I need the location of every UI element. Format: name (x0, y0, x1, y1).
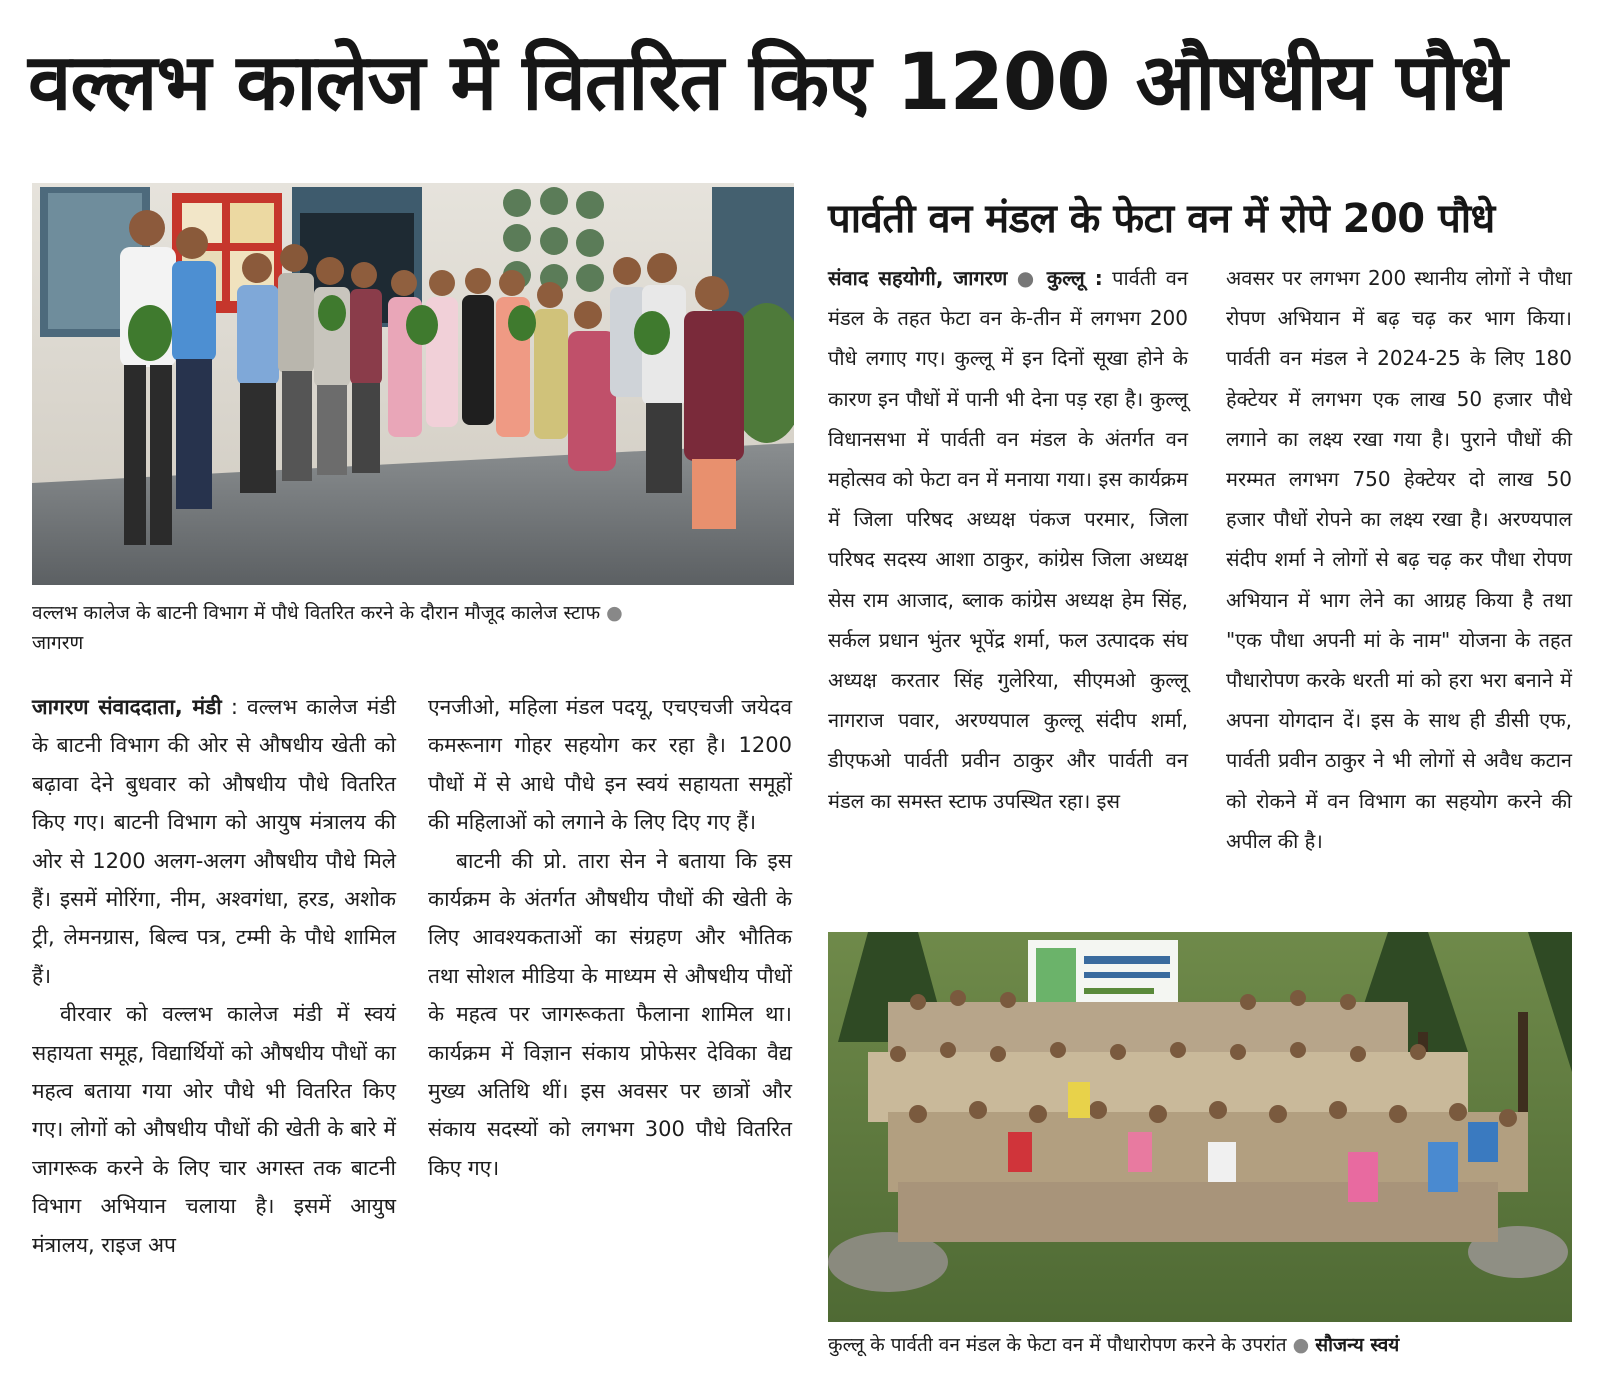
paragraph-text: पार्वती वन मंडल के तहत फेटा वन के-तीन में लगभग 200 पौधे लगाए गए। कुल्लू में इन दिनों सूखा होने के कारण इन पौधों में पानी भी देना पड़ रहा है। कुल्लू विधानसभा में पार्वती वन मंडल के अंतर्गत वन महोत्सव को फेटा वन में मनाया गया। इस कार्यक्रम में जिला परिषद अध्यक्ष पंकज परमार, जिला परिषद सदस्य आशा ठाकुर, कांग्रेस जिला अध्यक्ष सेस राम आजाद, ब्लाक कांग्रेस अध्यक्ष हेम सिंह, सर्कल प्रधान भुंतर भूपेंद्र शर्मा, फल उत्पादक संघ अध्यक्ष करतार सिंह गुलेरिया, सीएमओ कुल्लू नागराज पवार, अरण्यपाल कुल्लू संदीप शर्मा, डीएफओ पार्वती प्रवीन ठाकुर और पार्वती वन मंडल का समस्त स्टाफ उपस्थित रहा। इस (828, 266, 1189, 813)
paragraph-text: वल्लभ कालेज मंडी के बाटनी विभाग की ओर से औषधीय खेती को बढ़ावा देने बुधवार को औषधीय पौधे वितरित किए गए। बाटनी विभाग को आयुष मंत्रालय की ओर से 1200 अलग-अलग औषधीय पौधे मिले हैं। इसमें मोरिंगा, नीम, अश्वगंधा, हरड, अशोक ट्री, लेमनग्रास, बिल्व पत्र, टम्मी के पौधे शामिल हैं। (32, 695, 396, 988)
byline: जागरण संवाददाता, मंडी (32, 695, 222, 719)
left-story-column-2 (428, 688, 792, 1187)
paragraph: वीरवार को वल्लभ कालेज मंडी में स्वयं सहायता समूह, विद्यार्थियों को औषधीय पौधों का महत्व बताया गया ओर पौधे भी वितरित किए गए। लोगों को औषधीय पौधों की खेती के बारे में जागरूक करने के लिए चार अगस्त तक बाटनी विभाग अभियान चलाया है। इसमें आयुष मंत्रालय, राइज अप (32, 1002, 396, 1257)
paragraph: जागरण संवाददाता, मंडी : वल्लभ कालेज मंडी के बाटनी विभाग की ओर से औषधीय खेती को बढ़ावा देने बुधवार को औषधीय पौधे वितरित किए गए। बाटनी विभाग को आयुष मंत्रालय की ओर से 1200 अलग-अलग औषधीय पौधे मिले हैं। इसमें मोरिंगा, नीम, अश्वगंधा, हरड, अशोक ट्री, लेमनग्रास, बिल्व पत्र, टम्मी के पौधे शामिल हैं। (32, 695, 396, 988)
paragraph (828, 258, 1188, 821)
forest-plantation-photo (828, 932, 1572, 1322)
bullet-icon: ● (1292, 1334, 1310, 1356)
caption-text: कुल्लू के पार्वती वन मंडल के फेटा वन में पौधारोपण करने के उपरांत (828, 1334, 1287, 1356)
caption-credit: सौजन्य स्वयं (1315, 1334, 1400, 1356)
paragraph: अवसर पर लगभग 200 स्थानीय लोगों ने पौधा रोपण अभियान में बढ़ चढ़ कर भाग किया। पार्वती वन मंडल ने 2024-25 के लिए 180 हेक्टेयर में लगभग एक लाख 50 हजार पौधे लगाने का लक्ष्य रखा गया है। पुराने पौधों की मरम्मत लगभग 750 हेक्टेयर दो लाख 50 हजार पौधों रोपने का लक्ष्य रखा है। अरण्यपाल संदीप शर्मा ने लोगों से बढ़ चढ़ कर पौधा रोपण अभियान में भाग लेने का आग्रह किया है तथा "एक पौधा अपनी मां के नाम" योजना के तहत पौधारोपण करके धरती मां को हरा भरा बनाने में अपना योगदान दें। इस के साथ ही डीसी एफ, पार्वती प्रवीन ठाकुर ने भी लोगों से अवैध कटान को रोकने में वन विभाग का सहयोग करने की अपील की है। (1226, 266, 1572, 853)
paragraph: एनजीओ, महिला मंडल पदयू, एचएचजी जयेदव कमरूनाग गोहर सहयोग कर रहा है। 1200 पौधों में से आधे पौधे इन स्वयं सहायता समूहों की महिलाओं को लगाने के लिए दिए गए हैं। (428, 695, 792, 835)
right-story-column-1 (828, 258, 1188, 821)
college-photo-caption (32, 598, 792, 658)
paragraph: बाटनी की प्रो. तारा सेन ने बताया कि इस कार्यक्रम के अंतर्गत औषधीय पौधों की खेती के लिए आवश्यकताओं का संग्रहण और भौतिक तथा सोशल मीडिया के माध्यम से औषधीय पौधों के महत्व पर जागरूकता फैलाना शामिल था। कार्यक्रम में विज्ञान संकाय प्रोफेसर देविका वैद्य मुख्य अतिथि थीं। इस अवसर पर छात्रों और संकाय सदस्यों को लगभग 300 पौधे वितरित किए गए। (428, 848, 792, 1180)
byline: संवाद सहयोगी, जागरण (828, 266, 1008, 290)
right-story-headline: पार्वती वन मंडल के फेटा वन में रोपे 200 पौधे (828, 196, 1495, 242)
caption-credit: जागरण (32, 632, 84, 654)
bullet-icon: ● (606, 602, 623, 624)
dateline: कुल्लू : (1046, 266, 1103, 290)
main-headline: वल्लभ कालेज में वितरित किए 1200 औषधीय पौधे (28, 38, 1507, 128)
forest-photo-caption (828, 1330, 1572, 1360)
bullet-icon: ● (1016, 266, 1038, 290)
college-staff-photo (32, 183, 794, 585)
caption-text: वल्लभ कालेज के बाटनी विभाग में पौधे वितरित करने के दौरान मौजूद कालेज स्टाफ (32, 602, 601, 624)
right-story-column-2 (1226, 258, 1572, 861)
left-story-column-1 (32, 688, 396, 1264)
